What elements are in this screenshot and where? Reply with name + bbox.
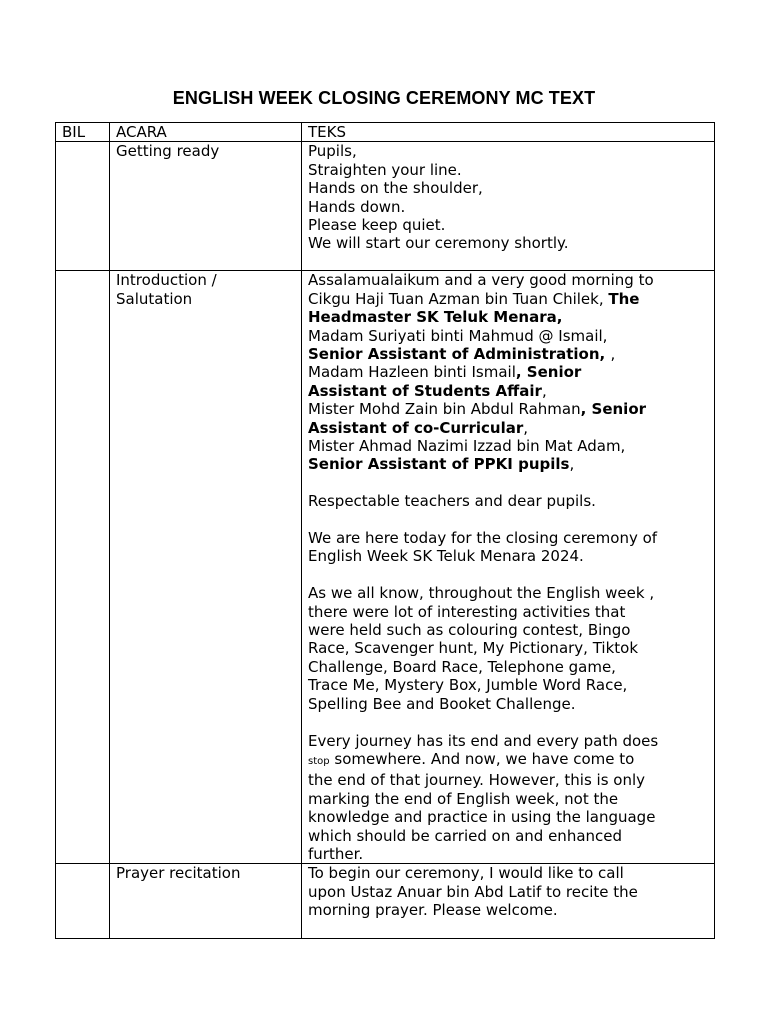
teks-cell — [302, 142, 715, 271]
bil-cell — [56, 271, 110, 864]
acara-line: Introduction / — [116, 271, 217, 290]
header-bil: BIL — [56, 123, 110, 142]
text-line: morning prayer. Please welcome. — [308, 901, 558, 920]
greeting-paragraph: Respectable teachers and dear pupils. — [308, 492, 596, 511]
table-header-row — [56, 123, 715, 142]
text-line: Hands down. — [308, 197, 406, 216]
text-line: We will start our ceremony shortly. — [308, 234, 569, 253]
salutation-paragraph: Assalamualaikum and a very good morning to Cikgu Haji Tuan Azman bin Tuan Chilek, The Headmaster SK Teluk Menara, Madam Suriyati binti Mahmud @ Ismail, Senior Assistant of Administration, , Madam Hazleen binti Ismail, Senior Assistant of Students Affair, Mister Mohd Zain bin Abdul Rahman, Senior Assistant of co-Curricular, Mister Ahmad Nazimi Izzad bin Mat Adam, Senior Assistant of PPKI pupils, — [308, 271, 654, 474]
text-line: Straighten your line. — [308, 160, 462, 179]
header-acara: ACARA — [110, 123, 302, 142]
acara-cell: Getting ready — [110, 142, 302, 271]
text-line: Hands on the shoulder, — [308, 179, 483, 198]
document-title: ENGLISH WEEK CLOSING CEREMONY MC TEXT — [172, 88, 596, 108]
purpose-paragraph: We are here today for the closing ceremony of English Week SK Teluk Menara 2024. — [308, 529, 658, 566]
bil-cell — [56, 142, 110, 271]
table-row — [56, 271, 715, 864]
acara-line: Salutation — [116, 289, 193, 308]
header-teks: TEKS — [302, 123, 715, 142]
activities-paragraph: As we all know, throughout the English week , there were lot of interesting activities that were held such as colouring contest, Bingo Race, Scavenger hunt, My Pictionary, Tiktok Challenge, Board Race, Telephone game, Trace Me, Mystery Box, Jumble Word Race, Spelling Bee and Booket Challenge. — [308, 584, 655, 713]
closing-paragraph: Every journey has its end and every path does stop somewhere. And now, we have come to the end of that journey. However, this is only marking the end of English week, not the knowledge and practice in using the language which should be carried on and enhanced further. — [308, 731, 659, 863]
text-line: Pupils, — [308, 142, 357, 161]
teks-cell — [302, 271, 715, 864]
acara-cell — [110, 271, 302, 864]
text-line: Please keep quiet. — [308, 216, 446, 235]
table-row — [56, 142, 715, 271]
text-line: To begin our ceremony, I would like to call — [308, 864, 624, 883]
text-line: upon Ustaz Anuar bin Abd Latif to recite the — [308, 882, 638, 901]
bil-cell — [56, 864, 110, 939]
mc-text-table — [55, 122, 715, 939]
table-row — [56, 864, 715, 939]
teks-cell — [302, 864, 715, 939]
acara-cell: Prayer recitation — [110, 864, 302, 939]
